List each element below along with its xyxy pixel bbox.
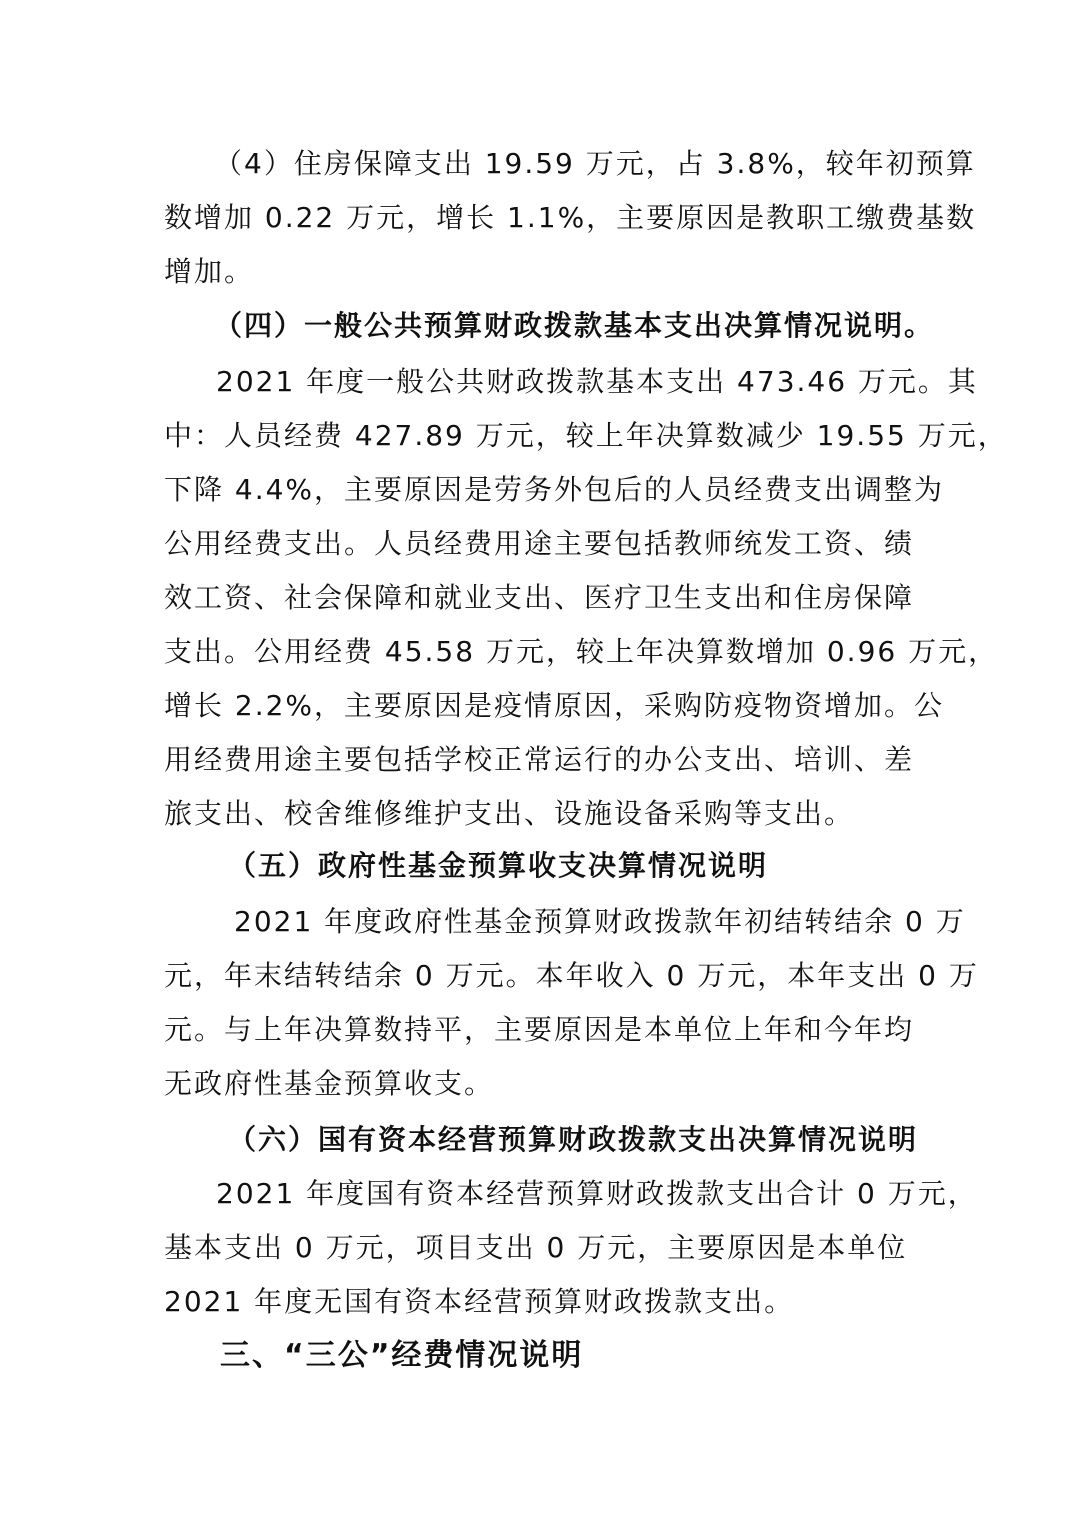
paragraph-line: 效工资、社会保障和就业支出、医疗卫生支出和住房保障: [164, 581, 915, 614]
paragraph-line: 2021 年度政府性基金预算财政拨款年初结转结余 0 万: [234, 905, 966, 938]
paragraph-line: 用经费用途主要包括学校正常运行的办公支出、培训、差: [164, 743, 915, 776]
chapter-heading: 三、“三公”经费情况说明: [220, 1338, 584, 1373]
paragraph-line: 元，年末结转结余 0 万元。本年收入 0 万元，本年支出 0 万: [164, 959, 979, 992]
paragraph-line: 旅支出、校舍维修维护支出、设施设备采购等支出。: [164, 797, 855, 830]
section-heading: （五）政府性基金预算收支决算情况说明: [228, 849, 769, 882]
paragraph-line: （4）住房保障支出 19.59 万元，占 3.8%，较年初预算: [214, 147, 976, 180]
paragraph-line: 增长 2.2%，主要原因是疫情原因，采购防疫物资增加。公: [164, 689, 945, 722]
paragraph-line: 2021 年度国有资本经营预算财政拨款支出合计 0 万元，: [216, 1177, 978, 1210]
section-heading: （四）一般公共预算财政拨款基本支出决算情况说明。: [214, 309, 935, 342]
paragraph-line: 2021 年度无国有资本经营预算财政拨款支出。: [164, 1285, 795, 1318]
paragraph-line: 元。与上年决算数持平，主要原因是本单位上年和今年均: [164, 1013, 915, 1046]
paragraph-line: 增加。: [164, 255, 255, 288]
paragraph-line: 无政府性基金预算收支。: [164, 1067, 495, 1100]
paragraph-line: 支出。公用经费 45.58 万元，较上年决算数增加 0.96 万元，: [164, 635, 999, 668]
section-heading: （六）国有资本经营预算财政拨款支出决算情况说明: [228, 1123, 919, 1156]
paragraph-line: 中：人员经费 427.89 万元，较上年决算数减少 19.55 万元，: [164, 419, 1008, 452]
paragraph-line: 2021 年度一般公共财政拨款基本支出 473.46 万元。其: [216, 365, 978, 398]
paragraph-line: 数增加 0.22 万元，增长 1.1%，主要原因是教职工缴费基数: [164, 201, 977, 234]
paragraph-line: 公用经费支出。人员经费用途主要包括教师统发工资、绩: [164, 527, 915, 560]
paragraph-line: 基本支出 0 万元，项目支出 0 万元，主要原因是本单位: [164, 1231, 908, 1264]
paragraph-line: 下降 4.4%，主要原因是劳务外包后的人员经费支出调整为: [164, 473, 945, 506]
